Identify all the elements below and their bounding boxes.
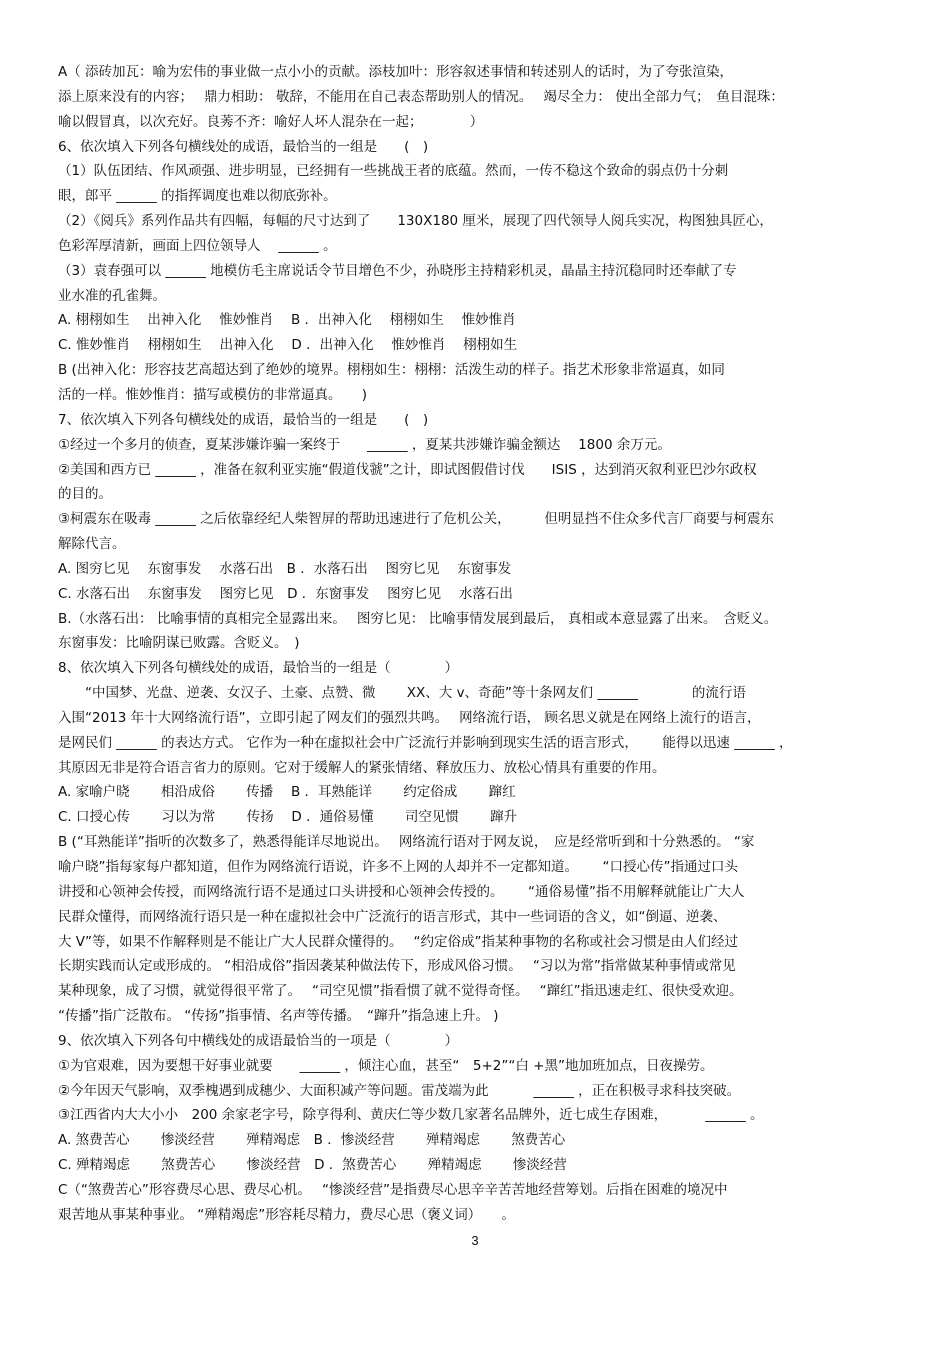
text-line: A. 煞费苦心 惨淡经营 殚精竭虑 B ．惨淡经营 殚精竭虑 煞费苦心	[58, 1132, 566, 1149]
text-line: 大 V”等，如果不作解释则是不能让广大人民群众懂得的。 “约定俗成”指某种事物的名称或社会习惯是由人们经过	[58, 933, 739, 950]
text-line: “中国梦、光盘、逆袭、女汉子、土豪、点赞、微 XX、大 v、奇葩”等十条网友们 ______ 的流行语	[58, 685, 746, 702]
text-line: 讲授和心领神会传授，而网络流行语不是通过口头讲授和心领神会传授的。 “通俗易懂”指不用解释就能让广大人	[58, 883, 745, 900]
page-number: 3	[471, 1233, 479, 1248]
text-line: 添上原来没有的内容； 鼎力相助： 敬辞，不能用在自己表态帮助别人的情况。 竭尽全力： 使出全部力气； 鱼目混珠：	[58, 88, 784, 105]
text-line: ③江西省内大大小小 200 余家老字号，除亨得利、黄庆仁等少数几家著名品牌外，近七成生存困难， ______ 。	[58, 1107, 764, 1124]
text-line: 民群众懂得，而网络流行语只是一种在虚拟社会中广泛流行的语言形式，其中一些词语的含义，如“倒逼、逆袭、	[58, 908, 727, 925]
text-line: 喻户晓”指每家每户都知道，但作为网络流行语说，许多不上网的人却并不一定都知道。 “口授心传”指通过口头	[58, 859, 739, 875]
text-line: C. 水落石出 东窗事发 图穷匕见 D ．东窗事发 图穷匕见 水落石出	[58, 585, 513, 602]
text-line: ②美国和西方已 ______ ，准备在叙利亚实施“假道伐虢”之计，即试图假借讨伐 ISIS ，达到消灭叙利亚巴沙尔政权	[58, 461, 757, 478]
text-line: 6、依次填入下列各句横线处的成语，最恰当的一组是 ( )	[58, 138, 429, 155]
text-line: （3）袁春强可以 ______ 地模仿毛主席说话令节目增色不少，孙晓彤主持精彩机灵，晶晶主持沉稳同时还奉献了专	[58, 262, 737, 279]
text-line: ①为官艰难，因为要想干好事业就要 ______ ，倾注心血，甚至“ 5+2”“白 +黑”地加班加点，日夜操劳。	[58, 1057, 714, 1074]
text-line: 9、依次填入下列各句中横线处的成语最恰当的一项是（ ）	[58, 1032, 459, 1049]
text-line: 8、依次填入下列各句横线处的成语，最恰当的一组是（ ）	[58, 660, 459, 677]
text-line: ③柯震东在吸毒 ______ 之后依靠经纪人柴智屏的帮助迅速进行了危机公关， 但明显挡不住众多代言厂商要与柯震东	[58, 511, 774, 528]
text-line: ②今年因天气影响，双季槐遇到成穗少、大面积减产等问题。雷茂端为此 ______ ，正在积极寻求科技突破。	[58, 1082, 741, 1099]
text-line: 其原因无非是符合语言省力的原则。它对于缓解人的紧张情绪、释放压力、放松心情具有重要的作用。	[58, 759, 666, 776]
text-line: 色彩浑厚清新，画面上四位领导人 ______ 。	[58, 237, 337, 254]
text-line: B.（水落石出： 比喻事情的真相完全显露出来。 图穷匕见： 比喻事情发展到最后， 真相或本意显露了出来。 含贬义。	[58, 610, 778, 627]
text-line: A. 家喻户晓 相沿成俗 传播 B ．耳熟能详 约定俗成 蹿红	[58, 784, 516, 801]
text-line: 喻以假冒真，以次充好。良莠不齐：喻好人坏人混杂在一起； ）	[58, 113, 484, 130]
text-line: C. 殚精竭虑 煞费苦心 惨淡经营 D ．煞费苦心 殚精竭虑 惨淡经营	[58, 1157, 567, 1174]
text-line: 解除代言。	[58, 536, 126, 553]
text-line: 是网民们 ______ 的表达方式。 它作为一种在虚拟社会中广泛流行并影响到现实生活的语言形式， 能得以迅速 ______ ，	[58, 734, 793, 751]
text-line: 入围“2013 年十大网络流行语”，立即引起了网友们的强烈共鸣。 网络流行语， 顾名思义就是在网络上流行的语言，	[58, 709, 761, 726]
text-line: B (出神入化：形容技艺高超达到了绝妙的境界。栩栩如生：栩栩：活泼生动的样子。指艺术形象非常逼真，如同	[58, 362, 725, 379]
text-line: A. 栩栩如生 出神入化 惟妙惟肖 B ．出神入化 栩栩如生 惟妙惟肖	[58, 312, 516, 329]
text-line: 眼，郎平 ______ 的指挥调度也难以彻底弥补。	[58, 188, 337, 205]
text-line: 的目的。	[58, 486, 112, 503]
text-line: 活的一样。惟妙惟肖：描写或模仿的非常逼真。 )	[58, 386, 368, 403]
text-line: C. 惟妙惟肖 栩栩如生 出神入化 D ．出神入化 惟妙惟肖 栩栩如生	[58, 337, 518, 354]
text-line: 长期实践而认定或形成的。 “相沿成俗”指因袭某种做法传下，形成风俗习惯。 “习以为常”指常做某种事情或常见	[58, 958, 736, 975]
text-line: （1）队伍团结、作风顽强、进步明显，已经拥有一些挑战王者的底蕴。然而，一传不稳这个致命的弱点仍十分刺	[58, 163, 729, 180]
text-line: 7、依次填入下列各句横线处的成语，最恰当的一组是 ( )	[58, 411, 429, 428]
text-line: 艰苦地从事某种事业。 “殚精竭虑”形容耗尽精力，费尽心思（褒义词） 。	[58, 1206, 516, 1223]
text-line: C. 口授心传 习以为常 传扬 D ．通俗易懂 司空见惯 蹿升	[58, 809, 518, 826]
text-line: ①经过一个多月的侦查，夏某涉嫌诈骗一案终于 ______ ，夏某共涉嫌诈骗金额达 1800 余万元。	[58, 436, 671, 453]
text-line: （2）《阅兵》系列作品共有四幅，每幅的尺寸达到了 130X180 厘米，展现了四代领导人阅兵实况，构图独具匠心，	[58, 213, 773, 230]
text-line: A. 图穷匕见 东窗事发 水落石出 B ．水落石出 图穷匕见 东窗事发	[58, 560, 512, 577]
text-line: 业水准的孔雀舞。	[58, 287, 166, 304]
text-line: C（“煞费苦心”形容费尽心思、费尽心机。 “惨淡经营”是指费尽心思辛辛苦苦地经营筹划。后指在困难的境况中	[58, 1181, 728, 1198]
text-line: 某种现象，成了习惯，就觉得很平常了。 “司空见惯”指看惯了就不觉得奇怪。 “蹿红”指迅速走红、很快受欢迎。	[58, 983, 743, 1000]
text-line: “传播”指广泛散布。 “传扬”指事情、名声等传播。 “蹿升”指急速上升。 )	[58, 1008, 499, 1025]
text-line: B (“耳熟能详”指听的次数多了，熟悉得能详尽地说出。 网络流行语对于网友说， 应是经常听到和十分熟悉的。 “家	[58, 834, 755, 851]
text-line: 东窗事发：比喻阴谋已败露。含贬义。 )	[58, 635, 300, 652]
text-line: A（ 添砖加瓦：喻为宏伟的事业做一点小小的贡献。添枝加叶：形容叙述事情和转述别人的话时，为了夸张渲染，	[58, 64, 734, 80]
document-body	[58, 60, 908, 1228]
